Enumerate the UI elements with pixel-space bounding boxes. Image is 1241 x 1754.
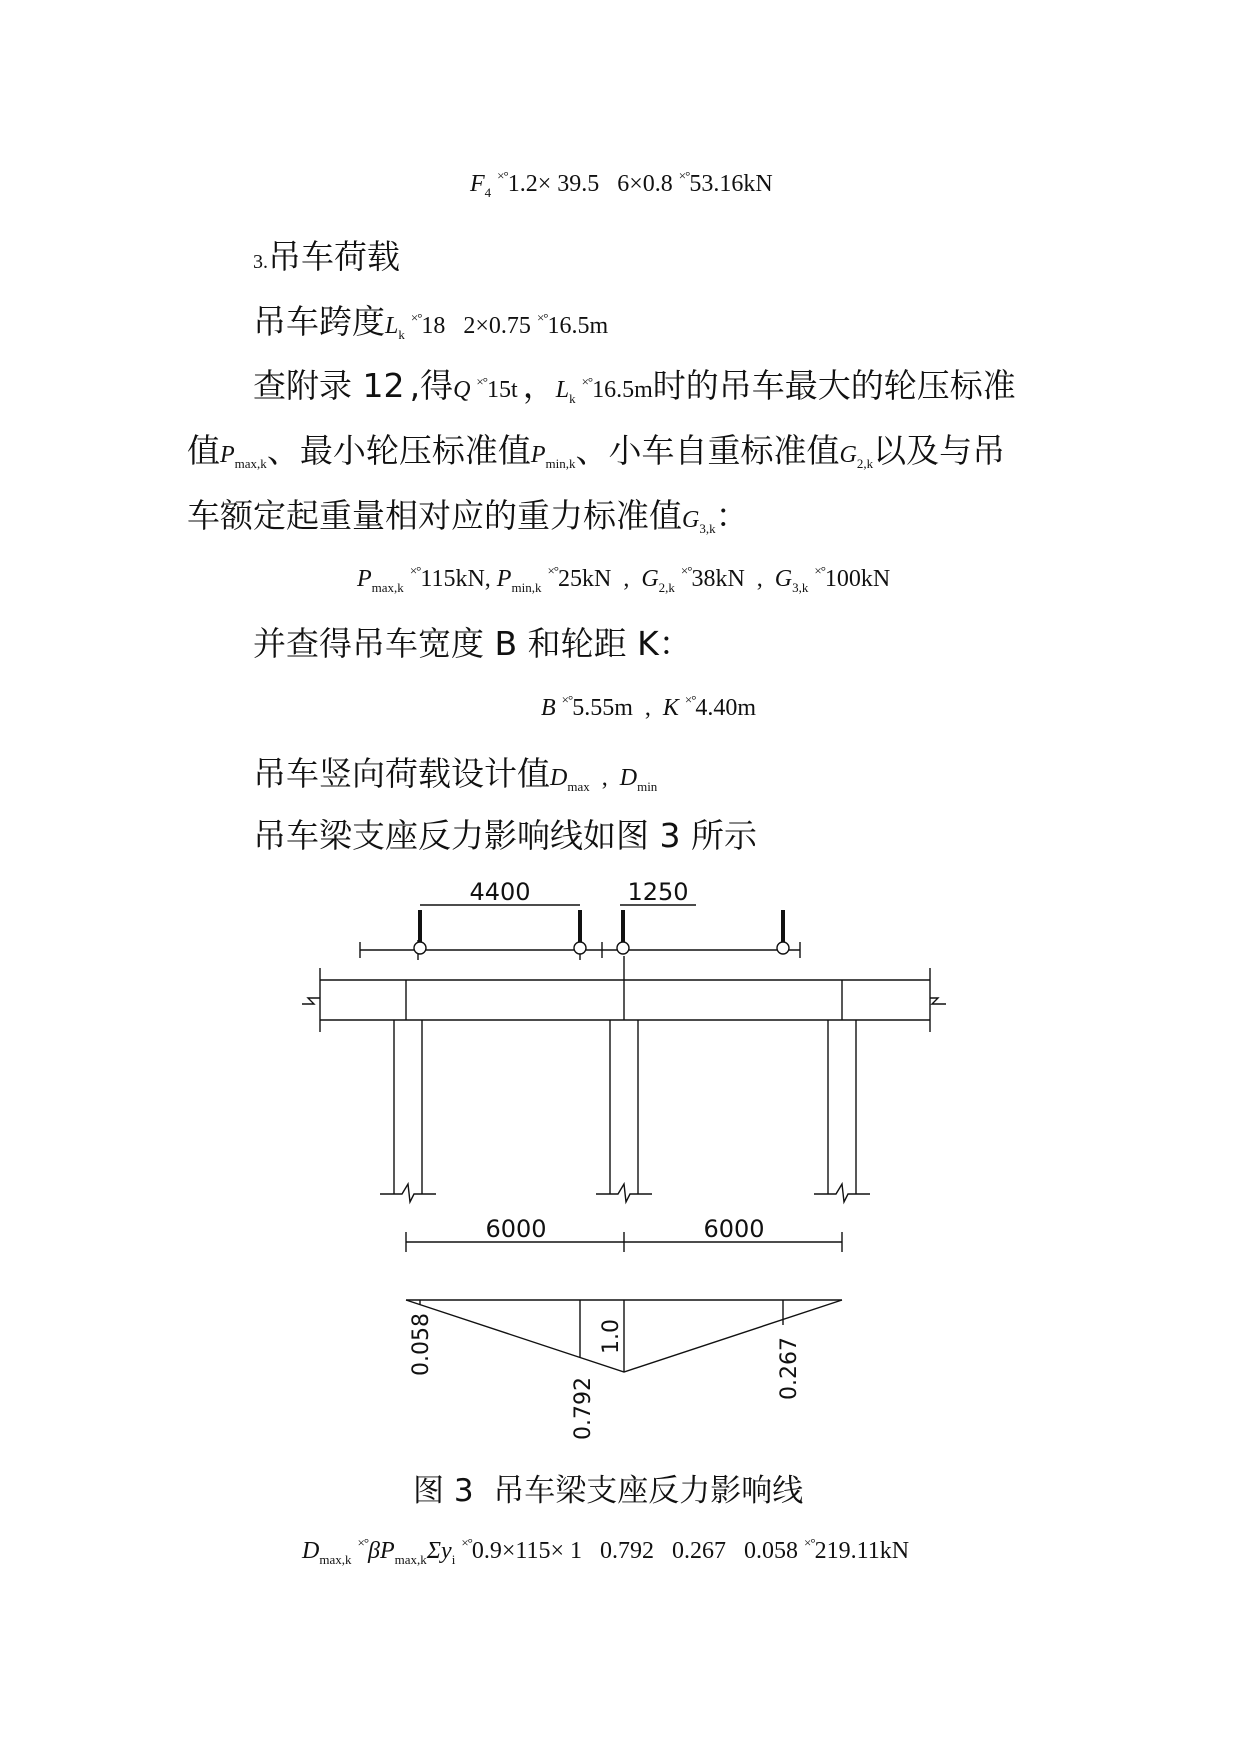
pmax-value: 115kN (420, 566, 485, 592)
l-subscript: k (569, 391, 576, 406)
pmin-symbol: P (530, 442, 546, 468)
dmax-subscript: max (567, 779, 590, 794)
pmax-subscript: max,k (371, 580, 404, 595)
k-value: 4.40m (695, 695, 757, 721)
wheel-icon (777, 942, 789, 954)
pmin-subscript: min,k (545, 456, 576, 471)
glyph-artifact: ×° (536, 310, 548, 325)
ordinate-1-0: 1.0 (599, 1319, 624, 1354)
paragraph-line-1 (253, 360, 1016, 407)
dim-6000-right: 6000 (703, 1215, 765, 1243)
support-columns (380, 1020, 870, 1202)
crane-beam (302, 956, 946, 1032)
glyph-artifact: ×° (680, 563, 692, 578)
pmin-value: 25kN (557, 566, 612, 592)
g2-subscript: 2,k (658, 580, 675, 595)
g3-value: 100kN (824, 566, 891, 592)
glyph-artifact: ×° (547, 563, 558, 578)
paragraph-line-2 (187, 425, 1005, 472)
para2-text-2: 、最小轮压标准值 (266, 431, 531, 470)
dmax-result: 219.11kN (814, 1538, 910, 1564)
formula-result: 53.16kN (689, 171, 773, 197)
design-line: 吊车竖向荷载设计值$D_{max}$ , $D_{min}$ (253, 754, 658, 794)
glyph-artifact: ×° (410, 310, 422, 325)
section-heading: 吊车荷载 (268, 237, 400, 276)
para2-text-4: 以及与吊 (873, 431, 1006, 470)
glyph-artifact: ×° (581, 374, 593, 389)
dmax-subscript: max,k (319, 1552, 352, 1567)
span-subscript: k (398, 327, 405, 342)
span-line (253, 296, 608, 343)
para1-text-2: ,得 (409, 366, 454, 405)
g3-subscript: 3,k (792, 580, 809, 595)
para3-text-1: 车额定起重量相对应的重力标准值 (187, 496, 682, 535)
section-number: 3. (253, 251, 268, 273)
wheel-icon (414, 942, 426, 954)
g3-subscript: 3,k (699, 521, 716, 536)
design-text: 吊车竖向荷载设计值 (253, 754, 550, 793)
span-result: 16.5m (547, 313, 609, 339)
dim-1250-label: 1250 (627, 880, 689, 906)
formula-f4 (470, 168, 773, 201)
para3-colon: ： (715, 496, 749, 535)
bk-line: B ×°5.55m , K ×°4.40m (541, 692, 757, 721)
glyph-artifact: ×° (497, 168, 508, 183)
sum-symbol: Σy (426, 1538, 452, 1564)
formula-dmax: $D_{max,k}$ $^{\times^\circ}\beta P_{max,k}\Sigma y_i$ ×°0.9×115× 1 0.792 0.267 0.058 ×°219.11kN (302, 1535, 910, 1567)
pmax-subscript: max,k (234, 456, 267, 471)
g2-subscript: 2,k (856, 456, 874, 471)
q-symbol: Q (453, 377, 471, 403)
glyph-artifact: ×° (357, 1535, 369, 1550)
q-value: 15t (486, 377, 518, 403)
ordinate-0-267: 0.267 (777, 1337, 802, 1400)
figure-intro-text: 吊车梁支座反力影响线如图 3 所示 (253, 816, 757, 855)
ordinate-0-792: 0.792 (571, 1377, 596, 1440)
span-label: 吊车跨度 (253, 302, 385, 341)
span-symbol: L (385, 313, 399, 339)
g2-value: 38kN (691, 566, 745, 592)
glyph-artifact: ×° (678, 168, 690, 183)
width-line (253, 618, 692, 665)
para1-text-1: 查附录 12 (253, 366, 405, 405)
dim-6000-left: 6000 (485, 1215, 547, 1243)
p-subscript: max,k (394, 1552, 427, 1567)
b-value: 5.55m (572, 695, 633, 721)
width-text: 并查得吊车宽度 B 和轮距 K： (253, 624, 692, 663)
dmax-body: 0.9×115× 1 0.792 0.267 0.058 (471, 1538, 799, 1564)
wheel-icon (574, 942, 586, 954)
influence-line-figure (300, 880, 950, 1440)
ordinate-0-058: 0.058 (409, 1313, 434, 1376)
bottom-dimension (406, 1232, 842, 1252)
glyph-artifact: ×° (476, 374, 487, 389)
dim-4400-label: 4400 (469, 880, 531, 906)
dmin-subscript: min (637, 779, 658, 794)
values-line: $P_{max,k}$ ×°115kN, $P_{min,k}$ ×°25kN , $G_{2,k}$ ×°38kN , $G_{3,k}$ ×°100kN (357, 563, 891, 595)
l-symbol: L (555, 377, 570, 403)
pmin-subscript: min,k (511, 580, 542, 595)
figure-intro (253, 810, 757, 857)
section-title (253, 231, 400, 278)
wheel-icon (617, 942, 629, 954)
glyph-artifact: ×° (804, 1535, 815, 1550)
glyph-artifact: ×° (461, 1535, 472, 1550)
pmax-symbol: P (220, 442, 235, 468)
para2-text-3: 、小车自重标准值 (575, 431, 840, 470)
formula-body: 1.2× 39.5 6×0.8 (507, 171, 673, 197)
para1-text-3: 时的吊车最大的轮压标准 (652, 366, 1016, 405)
formula-subscript: 4 (484, 185, 492, 200)
g2-symbol: G (839, 442, 857, 468)
formula-symbol: F (470, 171, 485, 197)
g3-symbol: G (682, 507, 700, 533)
para1-comma: ， (522, 366, 556, 405)
beta-symbol: β (368, 1538, 380, 1564)
sum-subscript: i (451, 1552, 456, 1567)
glyph-artifact: ×° (561, 692, 573, 707)
para2-text-1: 值 (187, 431, 220, 470)
figure-caption-text: 图 3 吊车梁支座反力影响线 (413, 1473, 804, 1509)
glyph-artifact: ×° (409, 563, 421, 578)
glyph-artifact: ×° (684, 692, 696, 707)
l-value: 16.5m (592, 377, 653, 403)
span-expression: 18 2×0.75 (421, 313, 531, 339)
glyph-artifact: ×° (814, 563, 825, 578)
paragraph-line-3 (187, 490, 749, 537)
figure-caption (413, 1465, 803, 1510)
